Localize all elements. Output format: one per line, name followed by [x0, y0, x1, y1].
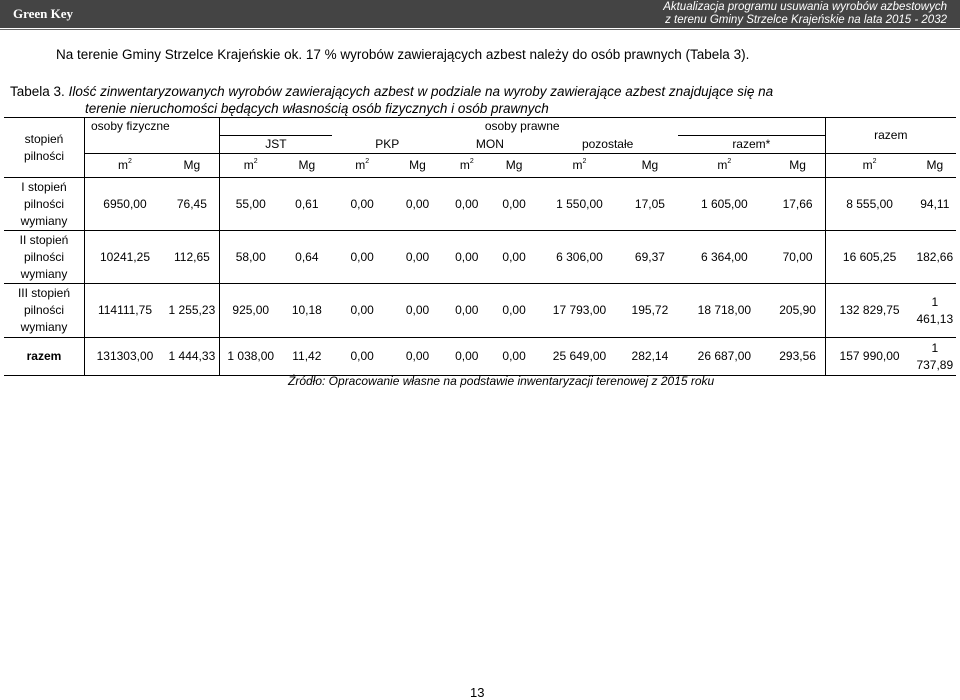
header-mon: MON [475, 136, 504, 151]
total-value: 25 649,00 [537, 338, 622, 376]
total-value: 0,00 [443, 338, 491, 376]
unit-sup: 2 [872, 158, 877, 165]
asbestos-table [4, 117, 956, 376]
table-caption-line1: Ilość zinwentaryzowanych wyrobów zawierających azbest w podziale na wyroby zawierające azbest znajdujące się na [68, 84, 774, 99]
row-label-line: wymiany [20, 266, 68, 281]
row-label-line: pilności [23, 249, 64, 264]
unit-m: m [572, 158, 583, 172]
total-value: 1 038,00 [219, 338, 281, 376]
total-value: 1 444,33 [165, 338, 219, 376]
intro-paragraph: Na terenie Gminy Strzelce Krajeńskie ok. 17 % wyrobów zawierających azbest należy do osób prawnych (Tabela 3). [56, 47, 750, 62]
cell-value: 0,00 [392, 231, 442, 284]
total-value: 26 687,00 [678, 338, 771, 376]
unit-mg: Mg [282, 154, 332, 178]
cell-value: 1 605,00 [678, 178, 771, 231]
unit-sup: 2 [365, 158, 370, 165]
cell-value: 69,37 [622, 231, 678, 284]
document-title-line1: Aktualizacja programu usuwania wyrobów azbestowych [663, 1, 947, 13]
cell-value: 182,66 [914, 231, 956, 284]
cell-value: 925,00 [219, 284, 281, 338]
header-osoby-prawne: osoby prawne [219, 118, 825, 136]
header-osoby-fizyczne: osoby fizyczne [84, 118, 219, 154]
cell-value: 17,05 [622, 178, 678, 231]
row-label-line: pilności [23, 196, 64, 211]
cell-value: 10,18 [282, 284, 332, 338]
cell-value: 76,45 [165, 178, 219, 231]
total-label: razem [4, 338, 84, 376]
total-row [4, 338, 956, 376]
total-value: 11,42 [282, 338, 332, 376]
cell-value: 195,72 [622, 284, 678, 338]
unit-mg: Mg [491, 154, 537, 178]
unit-m: m [459, 158, 470, 172]
cell-value: 132 829,75 [825, 284, 914, 338]
total-value: 1 737,89 [914, 338, 956, 376]
cell-value: 6950,00 [84, 178, 164, 231]
unit-mg: Mg [622, 154, 678, 178]
unit-sup: 2 [253, 158, 258, 165]
units-row [4, 154, 956, 178]
unit-sup: 2 [582, 158, 587, 165]
cell-value: 0,00 [392, 178, 442, 231]
unit-m: m [355, 158, 366, 172]
cell-value: 0,00 [443, 284, 491, 338]
row-label-line: pilności [23, 303, 64, 317]
header-pkp: PKP [375, 136, 400, 151]
row-label-line: wymiany [20, 320, 68, 334]
cell-value: 8 555,00 [825, 178, 914, 231]
header-razem-star: razem* [678, 136, 825, 154]
cell-value: 112,65 [165, 231, 219, 284]
header-pozostale: pozostałe [581, 136, 634, 151]
row-label [4, 284, 84, 338]
cell-value: 94,11 [914, 178, 956, 231]
cell-value: 0,00 [491, 178, 537, 231]
cell-value: 205,90 [771, 284, 825, 338]
cell-value: 0,00 [332, 284, 392, 338]
total-value: 0,00 [491, 338, 537, 376]
row-label [4, 231, 84, 284]
unit-sup: 2 [727, 158, 732, 165]
header-pilnosci-text: pilności [23, 148, 64, 163]
row-label [4, 178, 84, 231]
cell-value: 114111,75 [84, 284, 164, 338]
total-value: 293,56 [771, 338, 825, 376]
document-title-line2: z terenu Gminy Strzelce Krajeńskie na lata 2015 - 2032 [665, 14, 947, 26]
cell-value: 17,66 [771, 178, 825, 231]
table-row [4, 231, 956, 284]
cell-value: 0,00 [491, 231, 537, 284]
cell-value: 0,00 [491, 284, 537, 338]
page-header [0, 0, 960, 28]
document-title [663, 1, 947, 27]
unit-mg: Mg [914, 154, 956, 178]
row-label-line: II stopień [19, 232, 69, 247]
cell-value: 6 306,00 [537, 231, 622, 284]
cell-value: 0,00 [332, 231, 392, 284]
unit-sup: 2 [469, 158, 474, 165]
table-caption-line2: terenie nieruchomości będących własnością osób fizycznych i osób prawnych [85, 101, 549, 116]
cell-value: 55,00 [219, 178, 281, 231]
unit-mg: Mg [392, 154, 442, 178]
unit-mg: Mg [771, 154, 825, 178]
total-value: 282,14 [622, 338, 678, 376]
cell-value: 10241,25 [84, 231, 164, 284]
row-label-line: III stopień [17, 286, 70, 300]
cell-value: 16 605,25 [825, 231, 914, 284]
unit-sup: 2 [128, 158, 132, 165]
table-row [4, 178, 956, 231]
total-value: 0,00 [392, 338, 442, 376]
table-caption-label: Tabela 3. [10, 84, 65, 99]
header-divider [0, 29, 960, 30]
unit-m: m [118, 158, 129, 172]
header-razem: razem [825, 118, 956, 154]
cell-value: 1 550,00 [537, 178, 622, 231]
cell-value: 1 255,23 [165, 284, 219, 338]
unit-m: m [243, 158, 254, 172]
table-row [4, 284, 956, 338]
cell-value: 0,00 [332, 178, 392, 231]
unit-m: m [717, 158, 728, 172]
page-number: 13 [470, 685, 485, 700]
header-jst: JST [219, 136, 332, 154]
row-label-line: wymiany [20, 213, 68, 228]
cell-value: 0,00 [443, 231, 491, 284]
source-note: Źródło: Opracowanie własne na podstawie inwentaryzacji terenowej z 2015 roku [288, 374, 715, 388]
total-value: 131303,00 [84, 338, 164, 376]
unit-mg: Mg [165, 154, 219, 178]
cell-value: 17 793,00 [537, 284, 622, 338]
cell-value: 58,00 [219, 231, 281, 284]
total-value: 0,00 [332, 338, 392, 376]
unit-m: m [862, 158, 873, 172]
cell-value: 1 461,13 [914, 284, 956, 338]
cell-value: 18 718,00 [678, 284, 771, 338]
table-caption [10, 83, 773, 117]
cell-value: 0,00 [443, 178, 491, 231]
brand-logo: Green Key [13, 6, 74, 21]
header-stopien-text: stopień [24, 131, 64, 146]
header-stopien-pilnosci [4, 118, 84, 178]
row-label-line: I stopień [21, 179, 67, 194]
total-value: 157 990,00 [825, 338, 914, 376]
cell-value: 0,00 [392, 284, 442, 338]
cell-value: 0,61 [282, 178, 332, 231]
cell-value: 70,00 [771, 231, 825, 284]
cell-value: 0,64 [282, 231, 332, 284]
cell-value: 6 364,00 [678, 231, 771, 284]
